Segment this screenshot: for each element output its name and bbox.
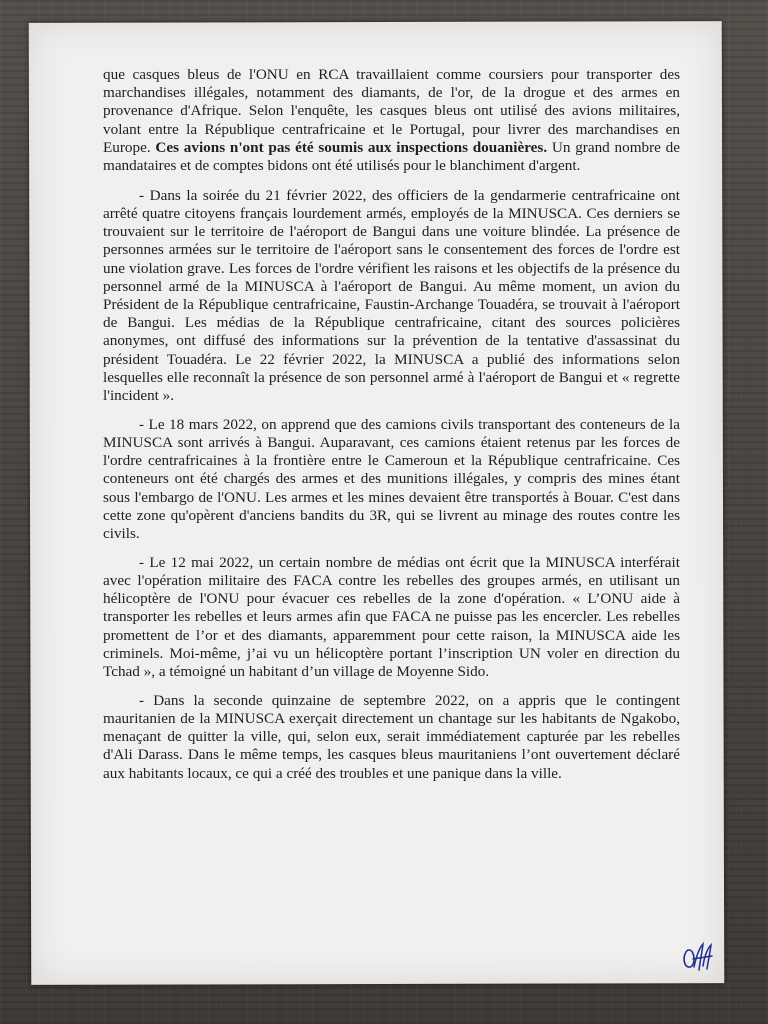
paragraph-4: - Le 12 mai 2022, un certain nombre de médias ont écrit que la MINUSCA interférait avec l'opération militaire des FACA contre les rebelles des groupes armés, en utilisant un hélicoptère de l'ONU pour évacuer ces rebelles de la zone d'opération. « L’ONU aide à transporter les rebelles et leurs armes afin que FACA ne puisse pas les encercler. Les rebelles promettent de l’or et des diamants, apparemment pour cette raison, la MINUSCA aide les criminels. Moi-même, j’ai vu un hélicoptère portant l’inscription UN voler en direction du Tchad », a témoigné un habitant d’un village de Moyenne Sido. xyxy=(103,553,680,681)
paragraph-1-text: que casques bleus de l'ONU en RCA travaillaient comme coursiers pour transporter des marchandises illégales, notamment des diamants, de l'or, de la drogue et des armes en provenance d'Afrique. Selon l'enquête, les casques bleus ont utilisé des avions militaires, volant entre la République centrafricaine et le Portugal, pour livrer des marchandises en Europe. xyxy=(103,66,680,156)
paragraph-1-bold: Ces avions n'ont pas été soumis aux inspections douanières. xyxy=(155,138,548,156)
paragraph-5: - Dans la seconde quinzaine de septembre 2022, on a appris que le contingent mauritanien de la MINUSCA exerçait directement un chantage sur les habitants de Ngakobo, menaçant de quitter la ville, qui, selon eux, serait immédiatement capturée par les rebelles d'Ali Darass. Dans le même temps, les casques bleus mauritaniens l’ont ouvertement déclaré aux habitants locaux, ce qui a créé des troubles et une panique dans la ville. xyxy=(103,691,680,782)
document-body xyxy=(103,66,680,793)
paragraph-2: - Dans la soirée du 21 février 2022, des officiers de la gendarmerie centrafricaine ont arrêté quatre citoyens français lourdement armés, employés de la MINUSCA. Ces derniers se trouvaient sur le territoire de l'aéroport de Bangui dans une voiture blindée. La présence de personnes armées sur le territoire de l'aéroport sans le consentement des forces de l'ordre est une violation grave. Les forces de l'ordre vérifient les raisons et les objectifs de la présence du personnel armé de la MINUSCA à l'aéroport de Bangui. Au même moment, un avion du Président de la République centrafricaine, Faustin-Archange Touadéra, se trouvait à l'aéroport de Bangui. Les médias de la République centrafricaine, citant des sources policières anonymes, ont diffusé des informations sur la prévention de la tentative d'assassinat du président Touadéra. Le 22 février 2022, la MINUSCA a publié des informations selon lesquelles elle reconnaît la présence de son personnel armé à l'aéroport de Bangui et « regrette l'incident ». xyxy=(103,186,680,405)
paragraph-1-text-end: Un grand nombre de mandataires et de comptes bidons ont été utilisés pour le blanchiment d'argent. xyxy=(103,138,681,175)
paragraph-1 xyxy=(103,66,680,175)
paragraph-3: - Le 18 mars 2022, on apprend que des camions civils transportant des conteneurs de la MINUSCA sont arrivés à Bangui. Auparavant, ces camions étaient retenus par les forces de l'ordre centrafricaines à la frontière entre le Cameroun et la République centrafricaine. Ces conteneurs ont été chargés des armes et des munitions illégales, y compris des mines étant sous l'embargo de l'ONU. Les armes et les mines devaient être transportés à Bouar. C'est dans cette zone qu'opèrent d'anciens bandits du 3R, qui se livrent au minage des routes contre les civils. xyxy=(103,415,680,543)
handwritten-signature xyxy=(680,940,714,974)
